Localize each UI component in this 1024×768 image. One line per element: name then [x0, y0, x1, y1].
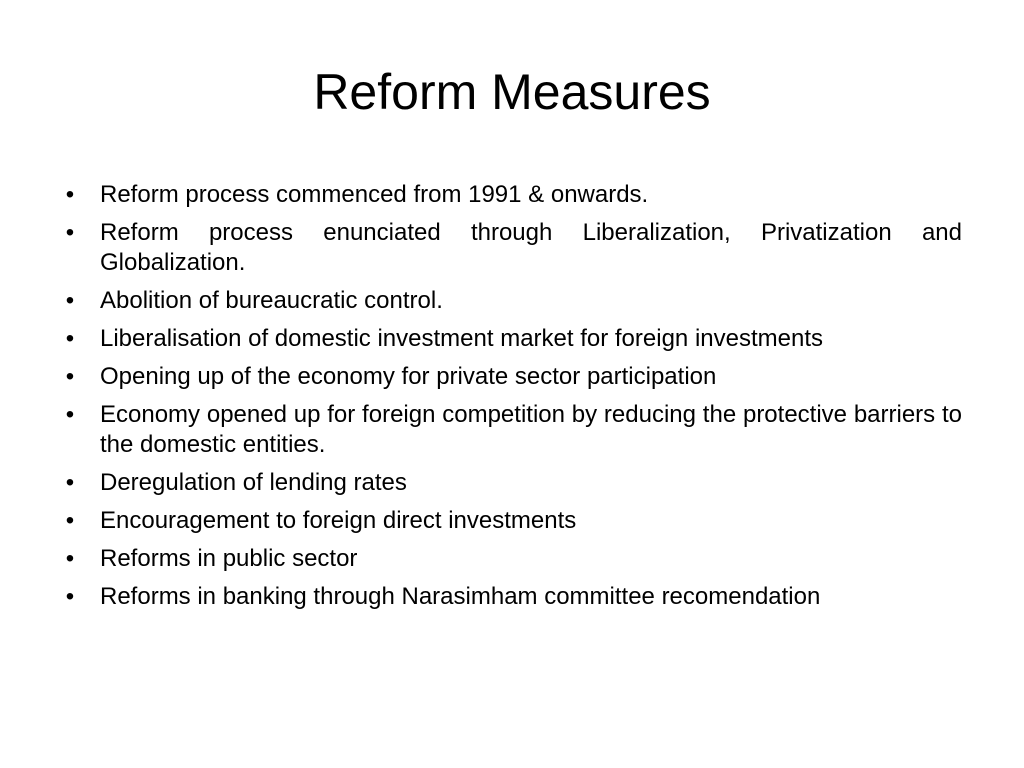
list-item: [60, 400, 962, 460]
bullet-list: [60, 180, 962, 620]
slide-title: Reform Measures: [313, 64, 711, 120]
bullet-text: Encouragement to foreign direct investments: [100, 507, 577, 534]
bullet-icon: •: [65, 401, 75, 428]
bullet-icon: •: [65, 181, 75, 208]
bullet-text: Deregulation of lending rates: [100, 469, 407, 496]
list-item: [60, 582, 962, 612]
list-item: [60, 218, 962, 278]
bullet-text: Abolition of bureaucratic control.: [100, 287, 443, 314]
bullet-icon: •: [65, 287, 75, 314]
bullet-icon: •: [65, 583, 75, 610]
bullet-icon: •: [65, 469, 75, 496]
bullet-icon: •: [65, 507, 75, 534]
list-item: [60, 544, 962, 574]
bullet-text: Liberalisation of domestic investment market for foreign investments: [100, 325, 823, 352]
bullet-text: Reform process commenced from 1991 & onwards.: [100, 181, 649, 208]
list-item: [60, 362, 962, 392]
bullet-icon: •: [65, 545, 75, 572]
bullet-text: Economy opened up for foreign competition by reducing the protective barriers to the domestic entities.: [100, 401, 962, 458]
bullet-text: Reform process enunciated through Liberalization, Privatization and Globalization.: [100, 219, 962, 276]
list-item: [60, 324, 962, 354]
bullet-icon: •: [65, 363, 75, 390]
bullet-text: Reforms in public sector: [100, 545, 358, 572]
bullet-icon: •: [65, 325, 75, 352]
list-item: [60, 180, 962, 210]
list-item: [60, 286, 962, 316]
list-item: [60, 506, 962, 536]
list-item: [60, 468, 962, 498]
bullet-text: Reforms in banking through Narasimham committee recomendation: [100, 583, 821, 610]
bullet-icon: •: [65, 219, 75, 246]
bullet-text: Opening up of the economy for private sector participation: [100, 363, 717, 390]
